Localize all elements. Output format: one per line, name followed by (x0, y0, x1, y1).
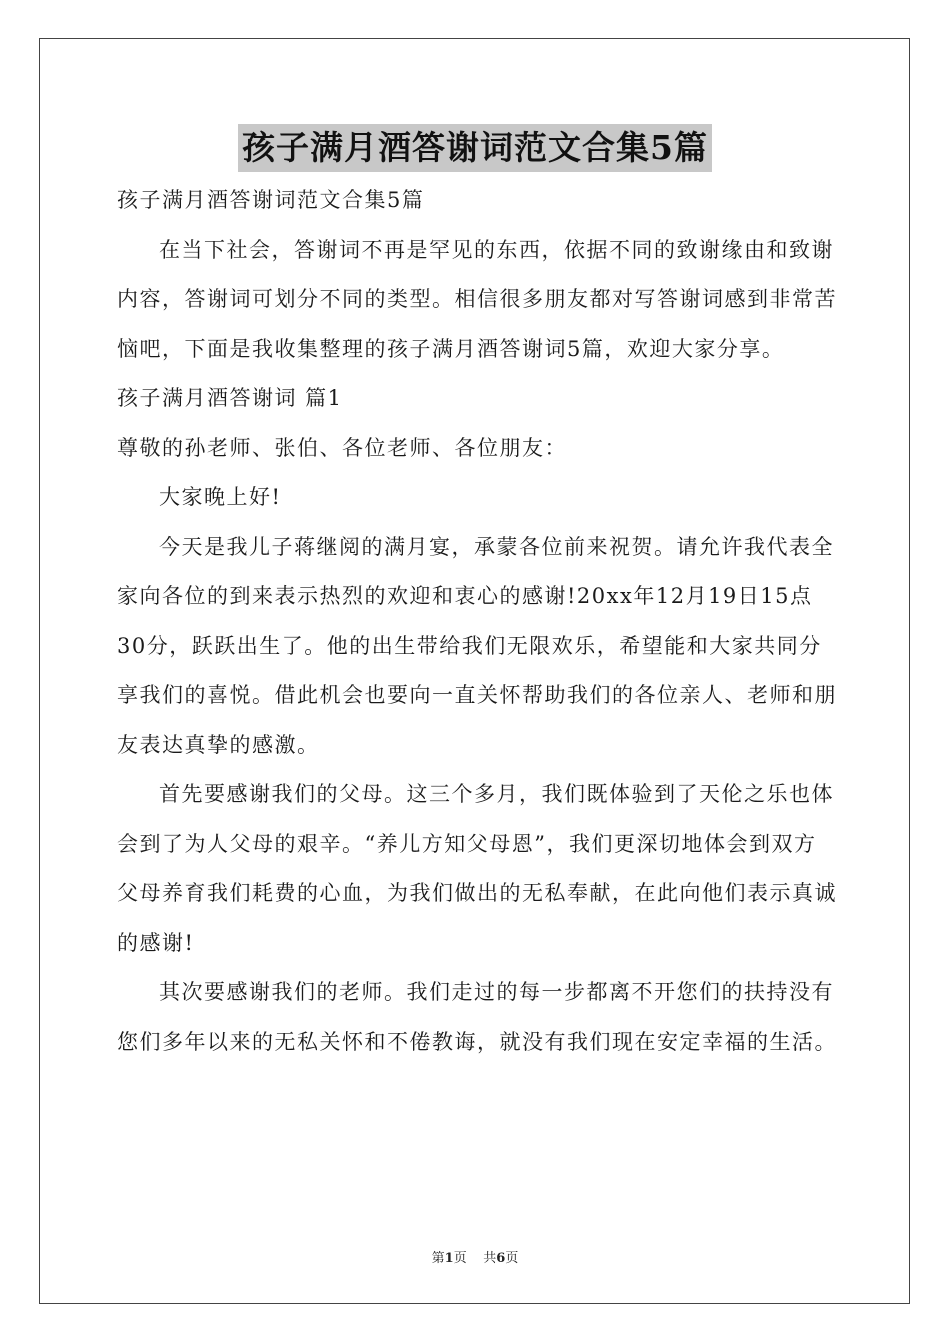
paragraph: 首先要感谢我们的父母。这三个多月，我们既体验到了天伦之乐也体会到了为人父母的艰辛。“养儿方知父母恩”，我们更深切地体会到双方父母养育我们耗费的心血，为我们做出的无私奉献，在此向他们表示真诚的感谢! (117, 782, 837, 955)
paragraph: 孩子满月酒答谢词范文合集5篇 (117, 188, 425, 212)
salutation: 尊敬的孙老师、张伯、各位老师、各位朋友： (117, 435, 567, 460)
paragraph: 大家晚上好! (159, 485, 282, 509)
page-number: 第1页 (431, 1251, 467, 1266)
document-body (117, 176, 837, 1067)
title-wrapper (0, 124, 950, 172)
document-title: 孩子满月酒答谢词范文合集5篇 (238, 124, 712, 172)
page-footer (0, 1247, 950, 1266)
paragraph: 今天是我儿子蒋继阅的满月宴，承蒙各位前来祝贺。请允许我代表全家向各位的到来表示热烈的欢迎和衷心的感谢!20xx年12月19日15点30分，跃跃出生了。他的出生带给我们无限欢乐，希望能和大家共同分享我们的喜悦。借此机会也要向一直关怀帮助我们的各位亲人、老师和朋友表达真挚的感激。 (117, 534, 837, 757)
page-total: 共6页 (483, 1251, 519, 1266)
paragraph: 在当下社会，答谢词不再是罕见的东西，依据不同的致谢缘由和致谢内容，答谢词可划分不同的类型。相信很多朋友都对写答谢词感到非常苦恼吧，下面是我收集整理的孩子满月酒答谢词5篇，欢迎大家分享。 (117, 237, 837, 361)
paragraph: 其次要感谢我们的老师。我们走过的每一步都离不开您们的扶持没有您们多年以来的无私关怀和不倦教诲，就没有我们现在安定幸福的生活。 (117, 980, 837, 1054)
section-heading: 孩子满月酒答谢词 篇1 (117, 386, 343, 410)
